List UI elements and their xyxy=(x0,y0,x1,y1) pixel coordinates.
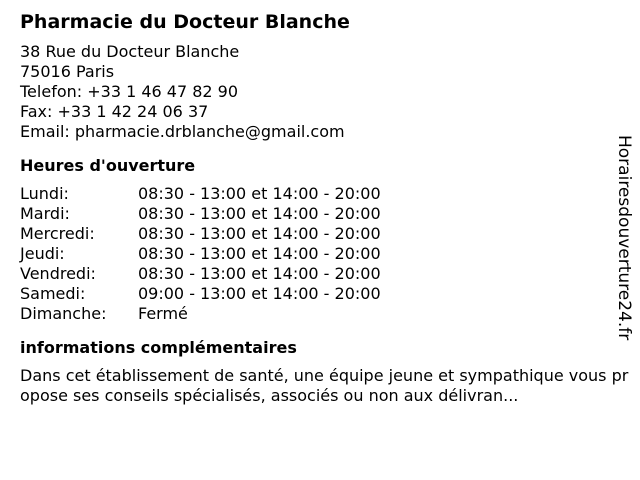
day-label: Mardi: xyxy=(20,204,70,223)
hours-row-thursday xyxy=(20,244,610,264)
hours-row-saturday xyxy=(20,284,610,304)
hours-row-monday xyxy=(20,184,610,204)
brand-watermark-text: Horairesdouverture24.fr xyxy=(614,135,634,341)
day-label: Samedi: xyxy=(20,284,86,303)
time-range: Fermé xyxy=(138,304,188,323)
opening-hours-list xyxy=(20,184,610,324)
day-label: Vendredi: xyxy=(20,264,96,283)
email-address: Email: pharmacie.drblanche@gmail.com xyxy=(20,122,345,141)
address-line-1: 38 Rue du Docteur Blanche xyxy=(20,42,240,61)
time-range: 08:30 - 13:00 et 14:00 - 20:00 xyxy=(138,184,381,203)
day-label: Dimanche: xyxy=(20,304,107,323)
time-range: 08:30 - 13:00 et 14:00 - 20:00 xyxy=(138,204,381,223)
pharmacy-name: Pharmacie du Docteur Blanche xyxy=(20,11,350,33)
additional-info-text: Dans cet établissement de santé, une équipe jeune et sympathique vous propose ses conseils spécialisés, associés ou non aux délivran... xyxy=(20,366,629,405)
address-line-2: 75016 Paris xyxy=(20,62,115,81)
additional-info-heading: informations complémentaires xyxy=(20,338,297,357)
phone-number: Telefon: +33 1 46 47 82 90 xyxy=(20,82,239,101)
hours-row-friday xyxy=(20,264,610,284)
day-label: Jeudi: xyxy=(20,244,65,263)
hours-row-wednesday xyxy=(20,224,610,244)
fax-number: Fax: +33 1 42 24 06 37 xyxy=(20,102,209,121)
day-label: Lundi: xyxy=(20,184,69,203)
day-label: Mercredi: xyxy=(20,224,95,243)
opening-hours-heading: Heures d'ouverture xyxy=(20,156,196,175)
time-range: 08:30 - 13:00 et 14:00 - 20:00 xyxy=(138,224,381,243)
time-range: 08:30 - 13:00 et 14:00 - 20:00 xyxy=(138,264,381,283)
time-range: 08:30 - 13:00 et 14:00 - 20:00 xyxy=(138,244,381,263)
hours-row-sunday xyxy=(20,304,610,324)
time-range: 09:00 - 13:00 et 14:00 - 20:00 xyxy=(138,284,381,303)
hours-row-tuesday xyxy=(20,204,610,224)
